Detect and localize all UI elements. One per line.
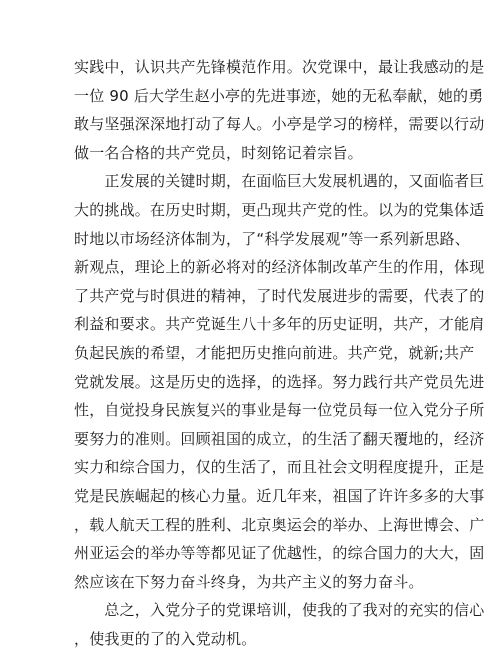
text-line: 州亚运会的举办等等都见证了优越性，的综合国力的大大，固 (74, 544, 485, 563)
text-line: 负起民族的希望，才能把历史推向前进。共产党，就新;共产 (74, 343, 475, 362)
text-line: 性，自觉投身民族复兴的事业是每一位党员每一位入党分子所 (74, 401, 485, 420)
text-line: 新观点，理论上的新必将对的经济体制改革产生的作用，体现 (74, 258, 485, 277)
text-line: 时地以市场经济体制为，了“科学发展观”等一系列新思路、 (74, 229, 470, 248)
text-line: 要努力的准则。回顾祖国的成立，的生活了翻天覆地的，经济 (74, 429, 485, 448)
text-line: 做一名合格的共产党员，时刻铭记着宗旨。 (74, 143, 363, 162)
text-line: ，载人航天工程的胜利、北京奥运会的举办、上海世博会、广 (74, 515, 485, 534)
paragraph-start-line: 正发展的关键时期，在面临巨大发展机遇的，又面临者巨 (74, 172, 485, 191)
text-line: 然应该在下努力奋斗终身，为共产主义的努力奋斗。 (74, 572, 424, 591)
text-line: 大的挑战。在历史时期，更凸现共产党的性。以为的党集体适 (74, 200, 485, 219)
paragraph-start-line: 总之，入党分子的党课培训，使我的了我对的充实的信心 (74, 601, 485, 620)
text-line: 敢与坚强深深地打动了每人。小亭是学习的榜样，需要以行动 (74, 115, 485, 134)
text-line: 实力和综合国力，仅的生活了，而且社会文明程度提升，正是 (74, 458, 485, 477)
text-line: 利益和要求。共产党诞生八十多年的历史证明，共产，才能肩 (74, 315, 485, 334)
body-text (74, 53, 485, 653)
text-line: 了共产党与时俱进的精神，了时代发展进步的需要，代表了的 (74, 286, 485, 305)
text-line: ，使我更的了的入党动机。 (74, 629, 257, 648)
text-line: 一位 90 后大学生赵小亭的先进事迹，她的无私奉献，她的勇 (74, 86, 484, 105)
text-line: 党是民族崛起的核心力量。近几年来，祖国了许许多多的大事 (74, 486, 485, 505)
text-line: 党就发展。这是历史的选择，的选择。努力践行共产党员先进 (74, 372, 485, 391)
text-line: 实践中，认识共产先锋模范作用。次党课中，最让我感动的是 (74, 58, 485, 76)
